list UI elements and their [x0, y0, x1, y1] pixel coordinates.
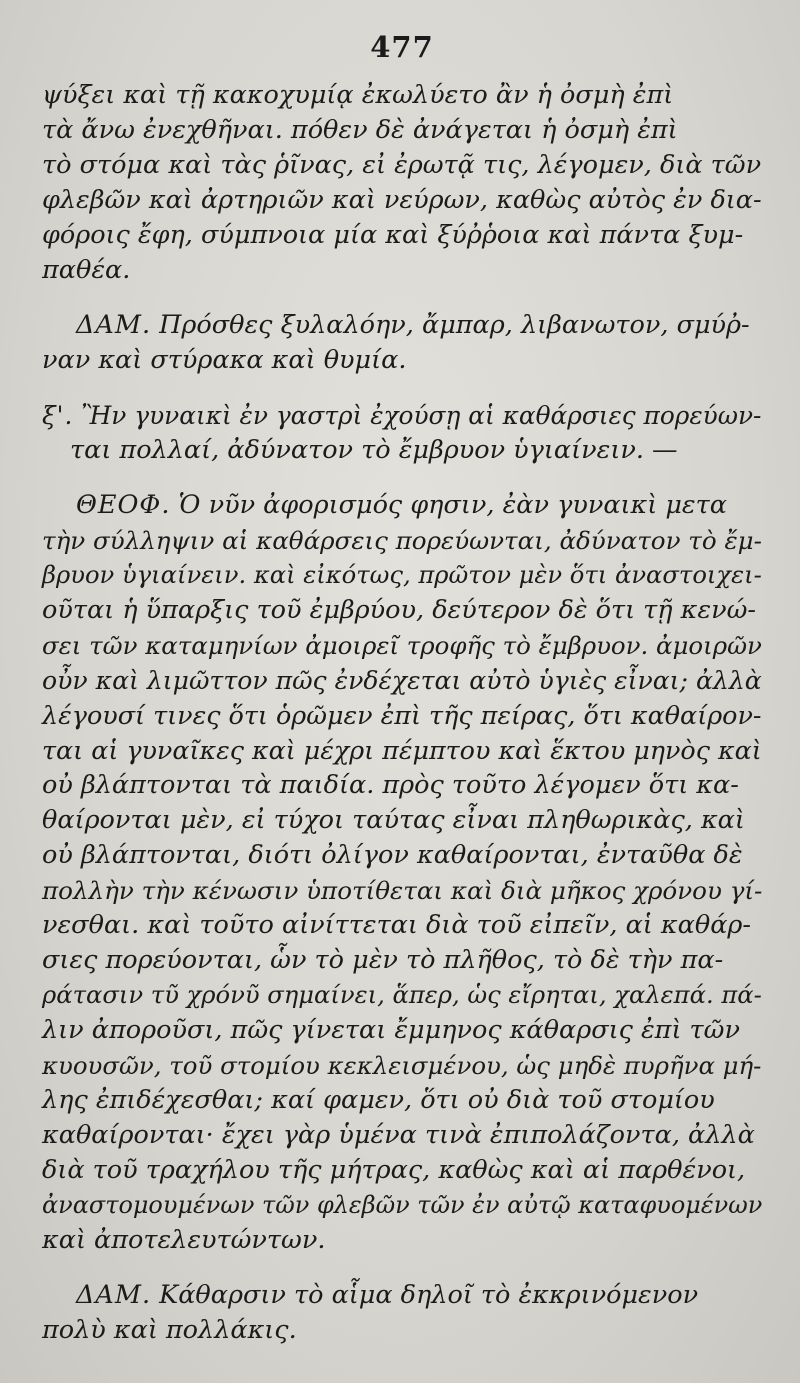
text-line: τὴν σύλληψιν αἱ καθάρσεις πορεύωνται, ἀδύνατον τὸ ἔμ-: [42, 526, 762, 555]
paragraph-gap: [42, 378, 762, 398]
text-line: [42, 1278, 762, 1313]
speaker-label: ΘΕΟΦ.: [76, 490, 171, 520]
text-line: ράτασιν τῦ χρόνῦ σημαίνει, ἅπερ, ὡς εἴρηται, χαλεπά. πά-: [42, 981, 762, 1009]
page-number: 477: [370, 30, 434, 64]
text-line: ἀναστομουμένων τῶν φλεβῶν τῶν ἐν αὐτῷ καταφυομένων: [42, 1191, 763, 1219]
text-line: λης ἐπιδέχεσθαι; καί φαμεν, ὅτι οὐ διὰ τοῦ στομίου: [42, 1085, 715, 1115]
text-line: θαίρονται μὲν, εἰ τύχοι ταύτας εἶναι πληθωρικὰς, καὶ: [42, 805, 745, 835]
paragraph-aphorism: [42, 398, 762, 468]
paragraph-theoph: [42, 488, 762, 1258]
text-line: φλεβῶν καὶ ἀρτηριῶν καὶ νεύρων, καθὼς αὐτὸς ἐν δια-: [42, 185, 762, 215]
text-line: οὐ βλάπτονται τὰ παιδία. πρὸς τοῦτο λέγομεν ὅτι κα-: [42, 770, 739, 800]
text-line: βρυον ὑγιαίνειν. καὶ εἰκότως, πρῶτον μὲν ὅτι ἀναστοιχει-: [42, 561, 762, 589]
paragraph-gap: [42, 468, 762, 488]
text-line: διὰ τοῦ τραχήλου τῆς μήτρας, καθὼς καὶ αἱ παρθένοι,: [42, 1155, 746, 1185]
paragraph-gap: [42, 288, 762, 308]
text-line: λέγουσί τινες ὅτι ὁρῶμεν ἐπὶ τῆς πείρας, ὅτι καθαίρον-: [42, 700, 762, 730]
text-line: σει τῶν καταμηνίων ἀμοιρεῖ τροφῆς τὸ ἔμβρυον. ἀμοιρῶν: [42, 631, 762, 660]
text-line: οὖν καὶ λιμῶττον πῶς ἐνδέχεται αὐτὸ ὑγιὲς εἶναι; ἀλλὰ: [42, 666, 762, 695]
text-span: Ὁ νῦν ἀφορισμός φησιν, ἐὰν γυναικὶ μετα: [178, 490, 727, 520]
speaker-label: ΔΑΜ.: [76, 1280, 152, 1310]
text-span: Κάθαρσιν τὸ αἷμα δηλοῖ τὸ ἐκκρινόμενον: [159, 1280, 699, 1310]
text-line: λιν ἀποροῦσι, πῶς γίνεται ἔμμηνος κάθαρσις ἐπὶ τῶν: [42, 1015, 740, 1045]
text-line: πολλὴν τὴν κένωσιν ὑποτίθεται καὶ διὰ μῆκος χρόνου γί-: [42, 876, 763, 905]
text-line: [42, 308, 762, 343]
text-line: παθέα.: [42, 255, 131, 285]
text-span: Ἢν γυναικὶ ἐν γαστρὶ ἐχούσῃ αἱ καθάρσιες πορεύων-: [81, 401, 762, 430]
text-line: καὶ ἀποτελευτώντων.: [42, 1225, 326, 1255]
text-line: νεσθαι. καὶ τοῦτο αἰνίττεται διὰ τοῦ εἰπεῖν, αἱ καθάρ-: [42, 910, 752, 940]
paragraph-dam-1: [42, 308, 762, 378]
text-line: καθαίρονται· ἔχει γὰρ ὑμένα τινὰ ἐπιπολάζοντα, ἀλλὰ: [42, 1120, 755, 1150]
aphorism-number: ξ'.: [42, 401, 74, 430]
text-line: [42, 398, 762, 433]
text-line: φόροις ἔφη, σύμπνοια μία καὶ ξύῤῥοια καὶ πάντα ξυμ-: [42, 220, 744, 250]
text-line: τὰ ἄνω ἐνεχθῆναι. πόθεν δὲ ἀνάγεται ἡ ὀσμὴ ἐπὶ: [42, 115, 678, 145]
text-line: οὐ βλάπτονται, διότι ὀλίγον καθαίρονται, ἐνταῦθα δὲ: [42, 840, 743, 870]
text-line: πολὺ καὶ πολλάκις.: [42, 1315, 297, 1345]
paragraph-gap: [42, 1258, 762, 1278]
text-line: ται αἱ γυναῖκες καὶ μέχρι πέμπτου καὶ ἕκτου μηνὸς καὶ: [42, 735, 762, 765]
text-line: σιες πορεύονται, ὧν τὸ μὲν τὸ πλῆθος, τὸ δὲ τὴν πα-: [42, 945, 724, 975]
text-line: ψύξει καὶ τῇ κακοχυμίᾳ ἐκωλύετο ἂν ἡ ὀσμὴ ἐπὶ: [42, 80, 674, 110]
speaker-label: ΔΑΜ.: [76, 310, 152, 340]
text-line: [42, 488, 762, 523]
text-line: ναν καὶ στύρακα καὶ θυμία.: [42, 345, 407, 375]
text-line: ται πολλαί, ἀδύνατον τὸ ἔμβρυον ὑγιαίνειν. —: [70, 435, 678, 465]
paragraph-dam-2: [42, 1278, 762, 1348]
text-line: τὸ στόμα καὶ τὰς ῥῖνας, εἰ ἐρωτᾷ τις, λέγομεν, διὰ τῶν: [42, 150, 762, 180]
text-line: οῦται ἡ ὕπαρξις τοῦ ἐμβρύου, δεύτερον δὲ ὅτι τῇ κενώ-: [42, 595, 756, 625]
paragraph-intro: [42, 78, 762, 288]
text-span: Πρόσθες ξυλαλόην, ἄμπαρ, λιβανωτον, σμύῤ-: [159, 310, 750, 340]
text-line: κυουσῶν, τοῦ στομίου κεκλεισμένου, ὡς μηδὲ πυρῆνα μή-: [42, 1051, 762, 1080]
